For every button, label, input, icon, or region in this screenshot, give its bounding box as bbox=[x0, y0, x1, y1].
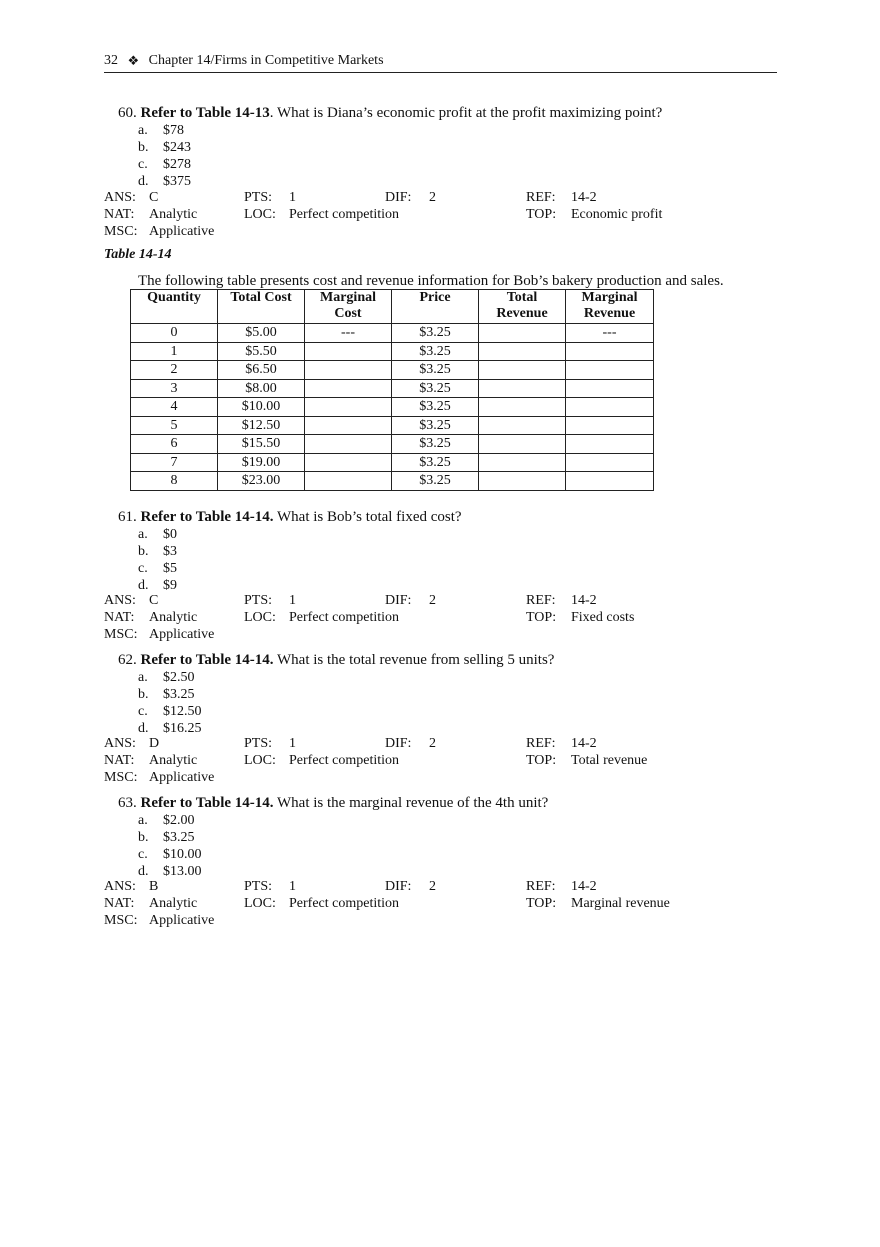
question-reference: Refer to Table 14-13 bbox=[140, 105, 270, 121]
table-row: 6 $15.50 $3.25 bbox=[131, 435, 654, 454]
option-c: c. $12.50 bbox=[138, 704, 202, 719]
table-row: 0 $5.00 --- $3.25 --- bbox=[131, 324, 654, 343]
header-total-revenue: Total Revenue bbox=[479, 290, 566, 324]
header-price: Price bbox=[392, 290, 479, 324]
table-row: 5 $12.50 $3.25 bbox=[131, 416, 654, 435]
page-number: 32 bbox=[104, 53, 118, 68]
question-text: What is the marginal revenue of the 4th unit? bbox=[273, 795, 549, 811]
question-number: 61. bbox=[118, 509, 137, 525]
option-b: b. $3 bbox=[138, 544, 177, 559]
option-b: b. $3.25 bbox=[138, 687, 195, 702]
table-title: Table 14-14 bbox=[104, 247, 172, 262]
table-row: 4 $10.00 $3.25 bbox=[131, 398, 654, 417]
header-total-cost: Total Cost bbox=[218, 290, 305, 324]
question-reference: Refer to Table 14-14. bbox=[140, 795, 274, 811]
running-header bbox=[104, 53, 777, 73]
table-header-row bbox=[131, 290, 654, 324]
question-reference: Refer to Table 14-14. bbox=[140, 652, 274, 668]
question-60 bbox=[118, 105, 662, 122]
option-b: b. $243 bbox=[138, 140, 191, 155]
table-row: 1 $5.50 $3.25 bbox=[131, 342, 654, 361]
table-caption: The following table presents cost and revenue information for Bob’s bakery production and sales. bbox=[138, 273, 724, 289]
option-a: a. $78 bbox=[138, 123, 184, 138]
question-number: 63. bbox=[118, 795, 137, 811]
question-61-options bbox=[138, 526, 177, 594]
option-d: d. $16.25 bbox=[138, 721, 202, 736]
document-page: 32 ❖ Chapter 14/Firms in Competitive Markets 60. Refer to Table 14-13. What is Diana’s economic profit at the profit maximizing point? a. $78 b. $243 c. $278 d. $375 ANS: C PTS: 1 DIF: 2 REF: 14-2 NAT: Analytic LOC: Perfect competition TOP: Economic profit MSC: Applicative Table 14-14 The following table presents cost and revenue information for Bob’s bakery production and sales. Quantity Total Cost Marginal Cost Price Total Revenue Marginal Revenue 0 $5.00 --- $3.25 --- 1 $5.50 $3.25 2 $6.50 $3.25 3 $8.00 $3.25 4 $10.00 $3.25 5 $12.50 $3.25 6 $15.50 $3.25 7 $19.00 $3.25 8 $23.00 $3.25 61. Refer to Table 14-14. What is Bob’s total fixed cost? a. $0 b. $3 c. $5 d. $9 ANS: C PTS: 1 DIF: 2 REF: 14-2 NAT: Analytic LOC: Perfect competition TOP: Fixed costs MSC: Applicative 62. Refer to Table 14-14. What is the total revenue from selling 5 units? a. $2.50 b. $3.25 c. $12.50 d. $16.25 ANS: D PTS: 1 DIF: 2 REF: 14-2 NAT: Analytic LOC: Perfect competition TOP: Total revenue MSC: Applicative 63. Refer to Table 14-14. What is the marginal revenue of the 4th unit? a. $2.00 b. $3.25 c. $10.00 d. $13.00 ANS: B PTS: 1 DIF: 2 REF: 14-2 NAT: Analytic LOC: Perfect competition TOP: Marginal revenue MSC: Applicative bbox=[0, 0, 880, 1247]
chapter-title: Chapter 14/Firms in Competitive Markets bbox=[148, 53, 384, 68]
option-c: c. $278 bbox=[138, 157, 191, 172]
table-row: 3 $8.00 $3.25 bbox=[131, 379, 654, 398]
option-b: b. $3.25 bbox=[138, 830, 195, 845]
question-63-options bbox=[138, 812, 202, 880]
option-a: a. $0 bbox=[138, 527, 177, 542]
question-number: 60. bbox=[118, 105, 137, 121]
option-a: a. $2.00 bbox=[138, 813, 195, 828]
option-c: c. $5 bbox=[138, 561, 177, 576]
header-quantity: Quantity bbox=[131, 290, 218, 324]
option-d: d. $13.00 bbox=[138, 864, 202, 879]
question-text: . What is Diana’s economic profit at the profit maximizing point? bbox=[269, 105, 663, 121]
header-marginal-cost: Marginal Cost bbox=[305, 290, 392, 324]
table-row: 7 $19.00 $3.25 bbox=[131, 453, 654, 472]
question-reference: Refer to Table 14-14. bbox=[140, 509, 274, 525]
question-61 bbox=[118, 509, 462, 526]
table-row: 2 $6.50 $3.25 bbox=[131, 361, 654, 380]
question-60-options bbox=[138, 122, 191, 190]
question-62 bbox=[118, 652, 554, 669]
table-row: 8 $23.00 $3.25 bbox=[131, 472, 654, 491]
question-text: What is Bob’s total fixed cost? bbox=[273, 509, 462, 525]
question-number: 62. bbox=[118, 652, 137, 668]
question-62-options bbox=[138, 669, 202, 737]
cost-revenue-table bbox=[130, 289, 654, 491]
question-63 bbox=[118, 795, 548, 812]
option-c: c. $10.00 bbox=[138, 847, 202, 862]
diamond-icon: ❖ bbox=[127, 53, 140, 68]
option-d: d. $375 bbox=[138, 174, 191, 189]
option-d: d. $9 bbox=[138, 578, 177, 593]
header-marginal-revenue: Marginal Revenue bbox=[566, 290, 654, 324]
question-text: What is the total revenue from selling 5 units? bbox=[273, 652, 555, 668]
option-a: a. $2.50 bbox=[138, 670, 195, 685]
